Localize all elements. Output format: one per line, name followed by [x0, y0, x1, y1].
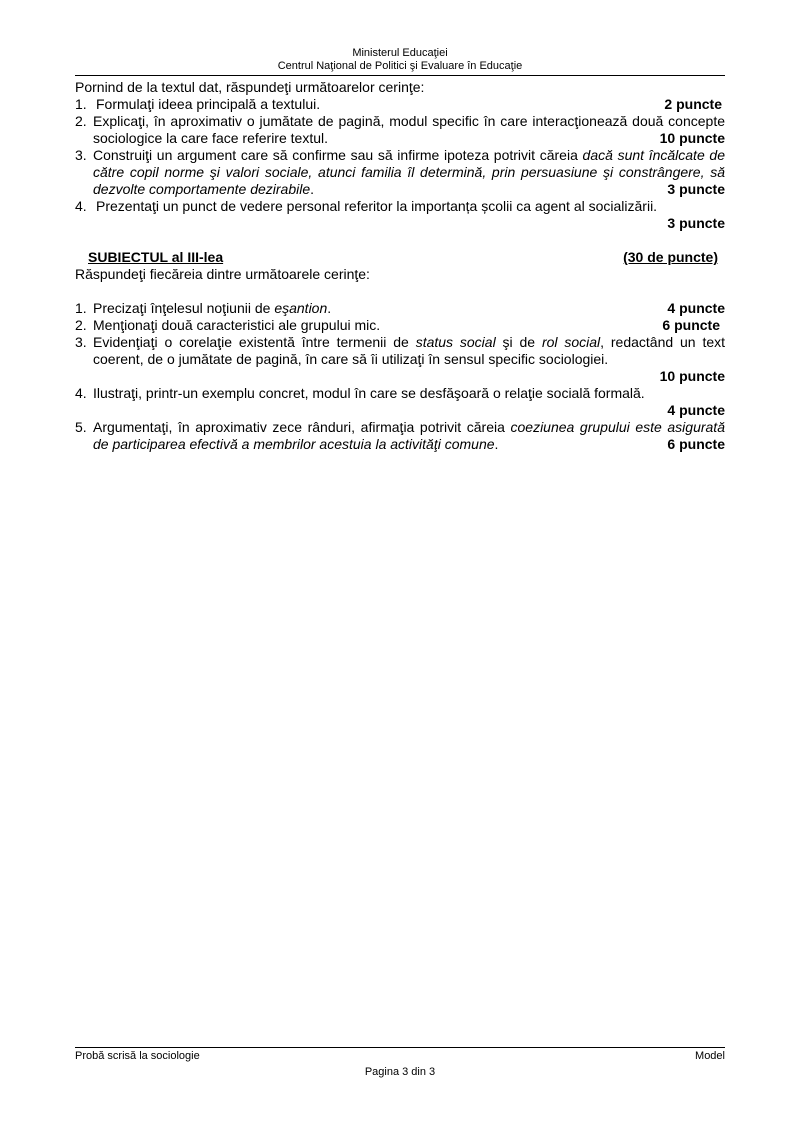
item-text: Evidenţiaţi o corelaţie existentă între termenii de — [93, 334, 416, 350]
item-text: Construiţi un argument care să confirme sau să infirme ipoteza potrivit căreia — [93, 147, 583, 163]
footer-rule — [75, 1047, 725, 1048]
s3-item-4 — [75, 385, 725, 402]
item-points: 3 puncte — [667, 215, 725, 231]
item-number: 2. — [75, 317, 87, 333]
section-intro: Răspundeţi fiecăreia dintre următoarele cerinţe: — [75, 266, 370, 282]
part2-intro: Pornind de la textul dat, răspundeţi următoarelor cerinţe: — [75, 79, 425, 95]
item-text: Precizaţi înţelesul noţiunii de — [93, 300, 275, 316]
item-text: Explicaţi, în aproximativ o jumătate de pagină, modul specific în care interacţionează două concepte sociologice la care face referire textul. — [93, 113, 725, 146]
part2-item-2 — [75, 113, 725, 147]
item-text-italic: dacă sunt încălcate de către copil norme şi valori sociale, atunci familia îl determină, prin persuasiune şi constrângere, să dezvolte comportamente dezirabile — [93, 147, 725, 197]
item-text: Ilustraţi, printr-un exemplu concret, modul în care se desfăşoară o relaţie socială formală. — [93, 385, 645, 401]
part2-item-4 — [75, 198, 725, 215]
item-points: 4 puncte — [667, 402, 725, 418]
item-number: 4. — [75, 198, 87, 214]
page-number: Pagina 3 din 3 — [364, 1066, 436, 1078]
item-text: Prezentaţi un punct de vedere personal referitor la importanța școlii ca agent al socializării. — [96, 198, 658, 214]
item-number: 4. — [75, 385, 87, 401]
item-points: 6 puncte — [667, 436, 725, 452]
item-points: 3 puncte — [667, 181, 725, 197]
item-text-italic: eşantion — [274, 300, 328, 316]
page-header — [0, 47, 800, 73]
item-points: 6 puncte — [662, 317, 720, 333]
section-total-points: (30 de puncte) — [623, 249, 718, 265]
section-heading — [75, 249, 718, 266]
item-number: 2. — [75, 113, 87, 129]
item-text: Formulaţi ideea principală a textului. — [96, 96, 321, 112]
item-text-italic: coeziunea grupului este asigurată de participarea efectivă a membrilor acestuia la activităţi comune — [93, 419, 725, 452]
s3-item-5: 5. Argumentaţi, în aproximativ zece rânduri, afirmaţia potrivit căreia coeziunea grupului este asigurată de participarea efectivă a membrilor acestuia la activităţi comune. 6 puncte — [75, 419, 725, 452]
item-text: Menţionaţi două caracteristici ale grupului mic. — [93, 317, 381, 333]
item-points: 2 puncte — [664, 96, 722, 112]
s3-item-3: 3. Evidenţiaţi o corelaţie existentă între termenii de status social şi de rol social, redactând un text coerent, de o jumătate de pagină, în care să îi utilizaţi în sensul specific sociologiei. — [75, 334, 726, 367]
item-points: 10 puncte — [659, 130, 725, 146]
s3-item-1: 1. Precizaţi înţelesul noţiunii de eşantion. 4 puncte — [75, 300, 725, 316]
ministry-name: Ministerul Educaţiei — [352, 47, 448, 59]
footer-subject: Probă scrisă la sociologie — [75, 1050, 200, 1062]
part2-item-3: 3. Construiţi un argument care să confirme sau să infirme ipoteza potrivit căreia dacă sunt încălcate de către copil norme şi valori sociale, atunci familia îl determină, prin persuasiune şi constrângere, să dezvolte comportamente dezirabile. 3 puncte — [75, 147, 725, 197]
center-name: Centrul Naţional de Politici şi Evaluare în Educaţie — [277, 60, 523, 72]
item-number: 3. — [75, 334, 87, 350]
s3-item-2 — [75, 317, 725, 334]
item-number: 1. — [75, 96, 87, 112]
section-title: SUBIECTUL al III-lea — [88, 249, 224, 265]
item-points: 4 puncte — [667, 300, 725, 316]
item-number: 5. — [75, 419, 87, 435]
document-body — [75, 79, 725, 453]
item-text: Argumentaţi, în aproximativ zece rânduri, afirmaţia potrivit căreia — [93, 419, 511, 435]
footer-model: Model — [695, 1050, 725, 1062]
item-number: 3. — [75, 147, 87, 163]
item-number: 1. — [75, 300, 87, 316]
header-rule — [75, 75, 725, 76]
item-points: 10 puncte — [659, 368, 725, 384]
part2-item-1 — [75, 96, 725, 113]
